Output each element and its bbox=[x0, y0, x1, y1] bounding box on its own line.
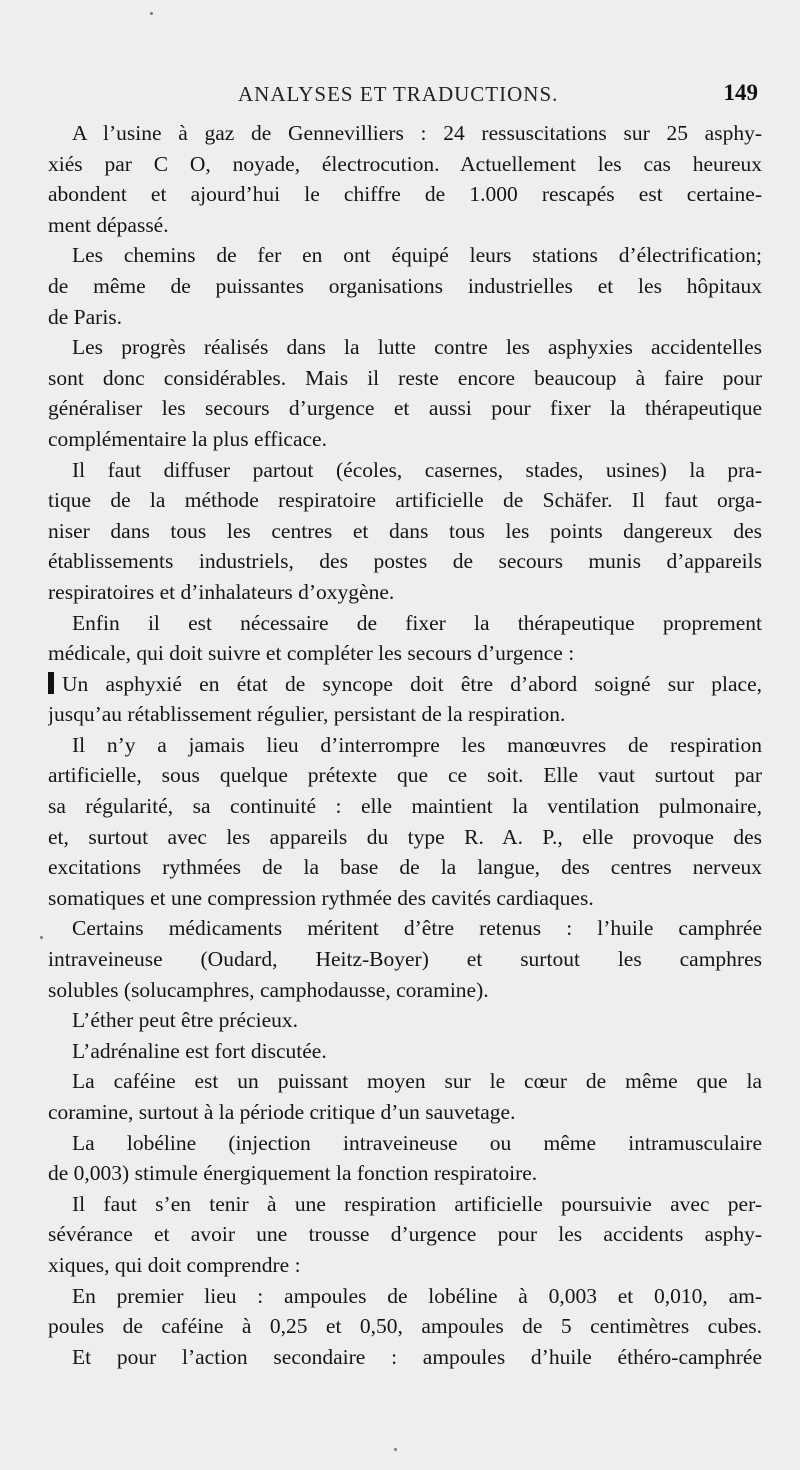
text-line bbox=[48, 1158, 762, 1189]
page-header bbox=[210, 80, 762, 112]
text-line bbox=[48, 516, 762, 547]
text-line-content: jusqu’au rétablissement régulier, persistant de la respiration. bbox=[48, 702, 566, 727]
text-line bbox=[48, 424, 762, 455]
text-line-content: ment dépassé. bbox=[48, 212, 169, 237]
text-line bbox=[48, 852, 762, 883]
text-line-content: xiques, qui doit comprendre : bbox=[48, 1252, 301, 1277]
body-text bbox=[48, 118, 762, 1372]
text-line-content: En premier lieu : ampoules de lobéline à 0,003 et 0,010, am- bbox=[72, 1283, 762, 1308]
text-line-content: Et pour l’action secondaire : ampoules d’huile éthéro-camphrée bbox=[72, 1344, 762, 1369]
text-line bbox=[48, 699, 762, 730]
text-line bbox=[48, 1189, 762, 1220]
text-line-content: de Paris. bbox=[48, 304, 123, 329]
text-line-content: Un asphyxié en état de syncope doit être d’abord soigné sur place, bbox=[62, 671, 762, 696]
text-line-content: établissements industriels, des postes de secours munis d’appareils bbox=[48, 549, 762, 574]
text-line bbox=[48, 1005, 762, 1036]
text-line-content: excitations rythmées de la base de la langue, des centres nerveux bbox=[48, 855, 762, 880]
text-line-content: généraliser les secours d’urgence et aussi pour fixer la thérapeutique bbox=[48, 396, 762, 421]
text-line bbox=[48, 883, 762, 914]
text-line-content: poules de caféine à 0,25 et 0,50, ampoules de 5 centimètres cubes. bbox=[48, 1314, 762, 1339]
text-line bbox=[48, 975, 762, 1006]
text-line bbox=[48, 944, 762, 975]
text-line-content: xiés par C O, noyade, électrocution. Actuellement les cas heureux bbox=[48, 151, 762, 176]
text-line bbox=[48, 271, 762, 302]
scan-speck bbox=[150, 12, 153, 15]
text-line bbox=[48, 393, 762, 424]
text-line bbox=[48, 546, 762, 577]
text-line-content: Les chemins de fer en ont équipé leurs stations d’électrification; bbox=[72, 243, 762, 268]
text-line bbox=[48, 913, 762, 944]
text-line-content: Enfin il est nécessaire de fixer la thérapeutique proprement bbox=[72, 610, 762, 635]
text-line bbox=[48, 1250, 762, 1281]
text-line-content: de 0,003) stimule énergiquement la fonction respiratoire. bbox=[48, 1161, 538, 1186]
text-line bbox=[48, 1036, 762, 1067]
text-line bbox=[48, 760, 762, 791]
text-line-content: Il faut diffuser partout (écoles, casernes, stades, usines) la pra- bbox=[72, 457, 762, 482]
running-title: ANALYSES ET TRADUCTIONS. bbox=[238, 82, 559, 106]
scan-speck bbox=[394, 1448, 397, 1451]
text-line bbox=[48, 302, 762, 333]
text-line-content: de même de puissantes organisations industrielles et les hôpitaux bbox=[48, 273, 762, 298]
text-line bbox=[48, 1311, 762, 1342]
text-line bbox=[48, 1219, 762, 1250]
text-line bbox=[48, 1097, 762, 1128]
text-line bbox=[48, 332, 762, 363]
text-line bbox=[48, 669, 762, 700]
page-number: 149 bbox=[723, 80, 758, 105]
text-line bbox=[48, 363, 762, 394]
scan-speck bbox=[40, 936, 43, 939]
text-line-content: intraveineuse (Oudard, Heitz-Boyer) et surtout les camphres bbox=[48, 947, 762, 972]
text-line-content: solubles (solucamphres, camphodausse, coramine). bbox=[48, 977, 489, 1002]
text-line-content: coramine, surtout à la période critique d’un sauvetage. bbox=[48, 1100, 516, 1124]
text-line bbox=[48, 822, 762, 853]
text-line-content: tique de la méthode respiratoire artificielle de Schäfer. Il faut orga- bbox=[48, 488, 762, 513]
text-line-content: artificielle, sous quelque prétexte que ce soit. Elle vaut surtout par bbox=[48, 763, 762, 788]
text-line-content: médicale, qui doit suivre et compléter les secours d’urgence : bbox=[48, 641, 575, 666]
text-line bbox=[48, 1281, 762, 1312]
text-line-content: La lobéline (injection intraveineuse ou même intramusculaire bbox=[72, 1130, 762, 1155]
text-line-content: La caféine est un puissant moyen sur le cœur de même que la bbox=[72, 1069, 762, 1094]
text-line-content: sévérance et avoir une trousse d’urgence pour les accidents asphy- bbox=[48, 1222, 762, 1247]
text-line-content: sont donc considérables. Mais il reste encore beaucoup à faire pour bbox=[48, 365, 762, 390]
text-line-content: Les progrès réalisés dans la lutte contre les asphyxies accidentelles bbox=[72, 335, 762, 360]
text-line bbox=[48, 608, 762, 639]
text-line bbox=[48, 1342, 762, 1373]
text-line bbox=[48, 638, 762, 669]
text-line bbox=[48, 1128, 762, 1159]
text-line-content: respiratoires et d’inhalateurs d’oxygène. bbox=[48, 579, 395, 604]
text-line bbox=[48, 210, 762, 241]
text-line bbox=[48, 179, 762, 210]
text-line-content: L’adrénaline est fort discutée. bbox=[72, 1038, 327, 1063]
text-line bbox=[48, 730, 762, 761]
text-line-content: complémentaire la plus efficace. bbox=[48, 426, 327, 451]
text-line-content: Il faut s’en tenir à une respiration artificielle poursuivie avec per- bbox=[72, 1191, 762, 1216]
text-line bbox=[48, 240, 762, 271]
text-line-content: somatiques et une compression rythmée des cavités cardiaques. bbox=[48, 885, 594, 910]
text-line-content: niser dans tous les centres et dans tous les points dangereux des bbox=[48, 518, 762, 543]
text-line bbox=[48, 1066, 762, 1097]
text-line-content: A l’usine à gaz de Gennevilliers : 24 ressuscitations sur 25 asphy- bbox=[72, 121, 762, 145]
text-line-content: abondent et ajourd’hui le chiffre de 1.000 rescapés est certaine- bbox=[48, 182, 762, 207]
text-line-content: L’éther peut être précieux. bbox=[72, 1008, 299, 1033]
text-line-content: et, surtout avec les appareils du type R. A. P., elle provoque des bbox=[48, 824, 762, 849]
text-line bbox=[48, 485, 762, 516]
text-line-content: sa régularité, sa continuité : elle maintient la ventilation pulmonaire, bbox=[48, 794, 762, 819]
text-line-content: Certains médicaments méritent d’être retenus : l’huile camphrée bbox=[72, 916, 762, 941]
text-line bbox=[48, 577, 762, 608]
text-line bbox=[48, 791, 762, 822]
margin-mark-icon bbox=[48, 672, 54, 694]
text-line bbox=[48, 118, 762, 149]
text-line-content: Il n’y a jamais lieu d’interrompre les manœuvres de respiration bbox=[72, 732, 762, 757]
text-line bbox=[48, 455, 762, 486]
text-line bbox=[48, 149, 762, 180]
